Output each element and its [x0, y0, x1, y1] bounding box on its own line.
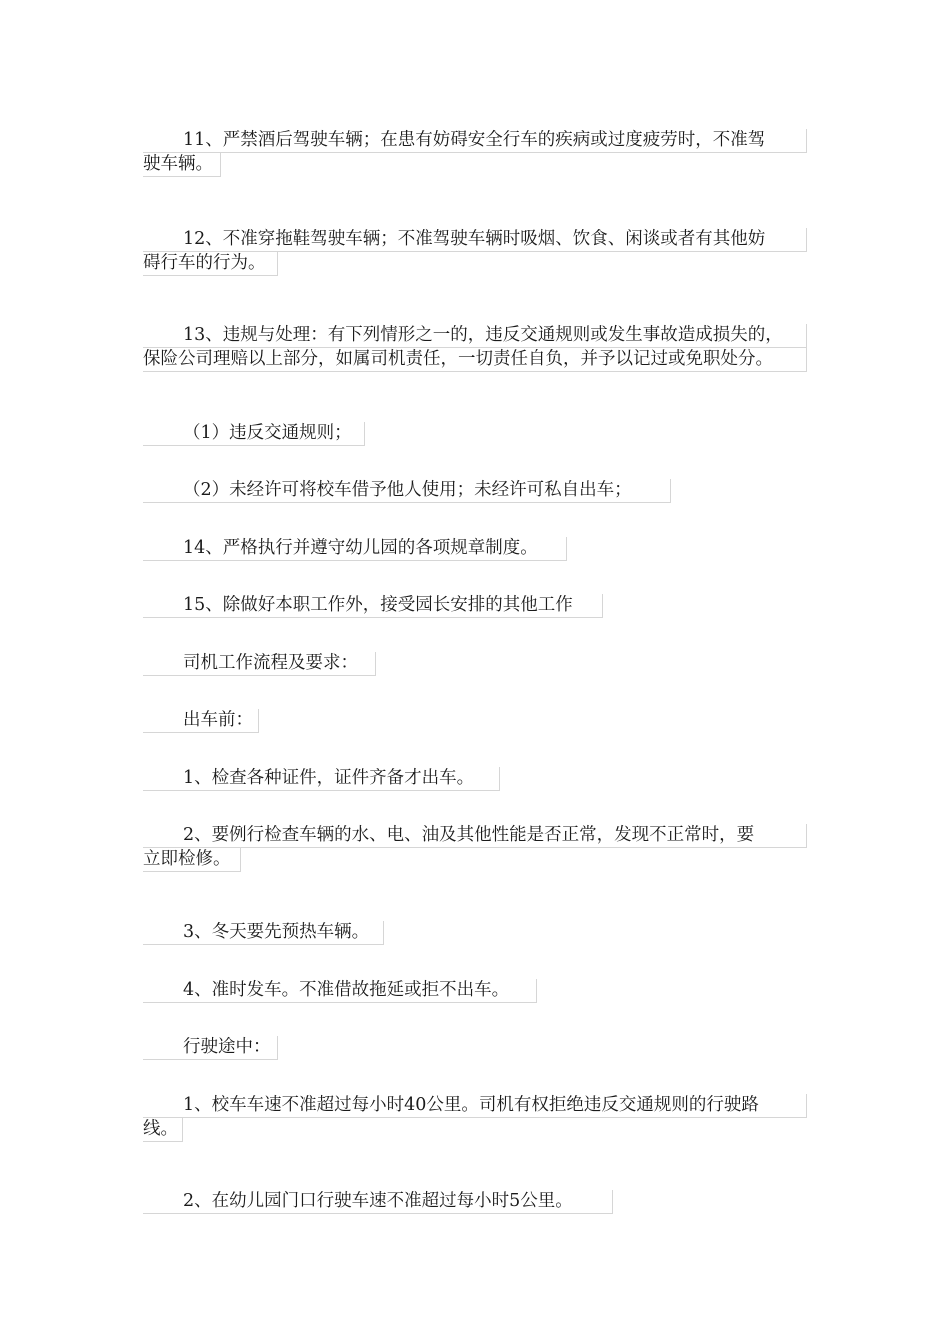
paragraph-line: 11、严禁酒后驾驶车辆；在患有妨碍安全行车的疾病或过度疲劳时，不准驾: [143, 129, 807, 153]
paragraph-line: 司机工作流程及要求：: [143, 652, 376, 676]
paragraph-line: 4、准时发车。不准借故拖延或拒不出车。: [143, 979, 537, 1003]
paragraph-line: 行驶途中：: [143, 1036, 278, 1060]
paragraph-driving-2: [143, 1190, 807, 1218]
paragraph-rule-14: [143, 537, 807, 565]
paragraph-line: 碍行车的行为。: [143, 252, 278, 276]
paragraph-step-1: [143, 767, 807, 795]
section-heading-before-departure: [143, 709, 807, 737]
paragraph-line: 驶车辆。: [143, 153, 221, 177]
paragraph-driving-1: [143, 1094, 807, 1146]
paragraph-line: （1）违反交通规则；: [143, 422, 365, 446]
paragraph-line: 线。: [143, 1118, 183, 1142]
section-heading-workflow: [143, 652, 807, 680]
paragraph-line: 13、违规与处理：有下列情形之一的，违反交通规则或发生事故造成损失的，: [143, 324, 807, 348]
paragraph-item-2: [143, 479, 807, 507]
paragraph-line: 1、检查各种证件，证件齐备才出车。: [143, 767, 500, 791]
paragraph-line: （2）未经许可将校车借予他人使用；未经许可私自出车；: [143, 479, 671, 503]
paragraph-rule-13: [143, 324, 807, 372]
paragraph-item-1: [143, 422, 807, 450]
paragraph-line: 15、除做好本职工作外，接受园长安排的其他工作: [143, 594, 603, 618]
paragraph-line: 保险公司理赔以上部分，如属司机责任，一切责任自负，并予以记过或免职处分。: [143, 348, 807, 372]
paragraph-rule-11: [143, 129, 807, 181]
paragraph-line: 出车前：: [143, 709, 259, 733]
paragraph-line: 14、严格执行并遵守幼儿园的各项规章制度。: [143, 537, 567, 561]
paragraph-line: 2、要例行检查车辆的水、电、油及其他性能是否正常，发现不正常时，要: [143, 824, 807, 848]
section-heading-during-driving: [143, 1036, 807, 1064]
paragraph-line: 3、冬天要先预热车辆。: [143, 921, 384, 945]
paragraph-rule-12: [143, 228, 807, 280]
paragraph-step-2: [143, 824, 807, 876]
paragraph-line: 2、在幼儿园门口行驶车速不准超过每小时5公里。: [143, 1190, 613, 1214]
paragraph-rule-15: [143, 594, 807, 622]
paragraph-step-3: [143, 921, 807, 949]
paragraph-line: 立即检修。: [143, 848, 241, 872]
paragraph-step-4: [143, 979, 807, 1007]
paragraph-line: 12、不准穿拖鞋驾驶车辆；不准驾驶车辆时吸烟、饮食、闲谈或者有其他妨: [143, 228, 807, 252]
paragraph-line: 1、校车车速不准超过每小时40公里。司机有权拒绝违反交通规则的行驶路: [143, 1094, 807, 1118]
